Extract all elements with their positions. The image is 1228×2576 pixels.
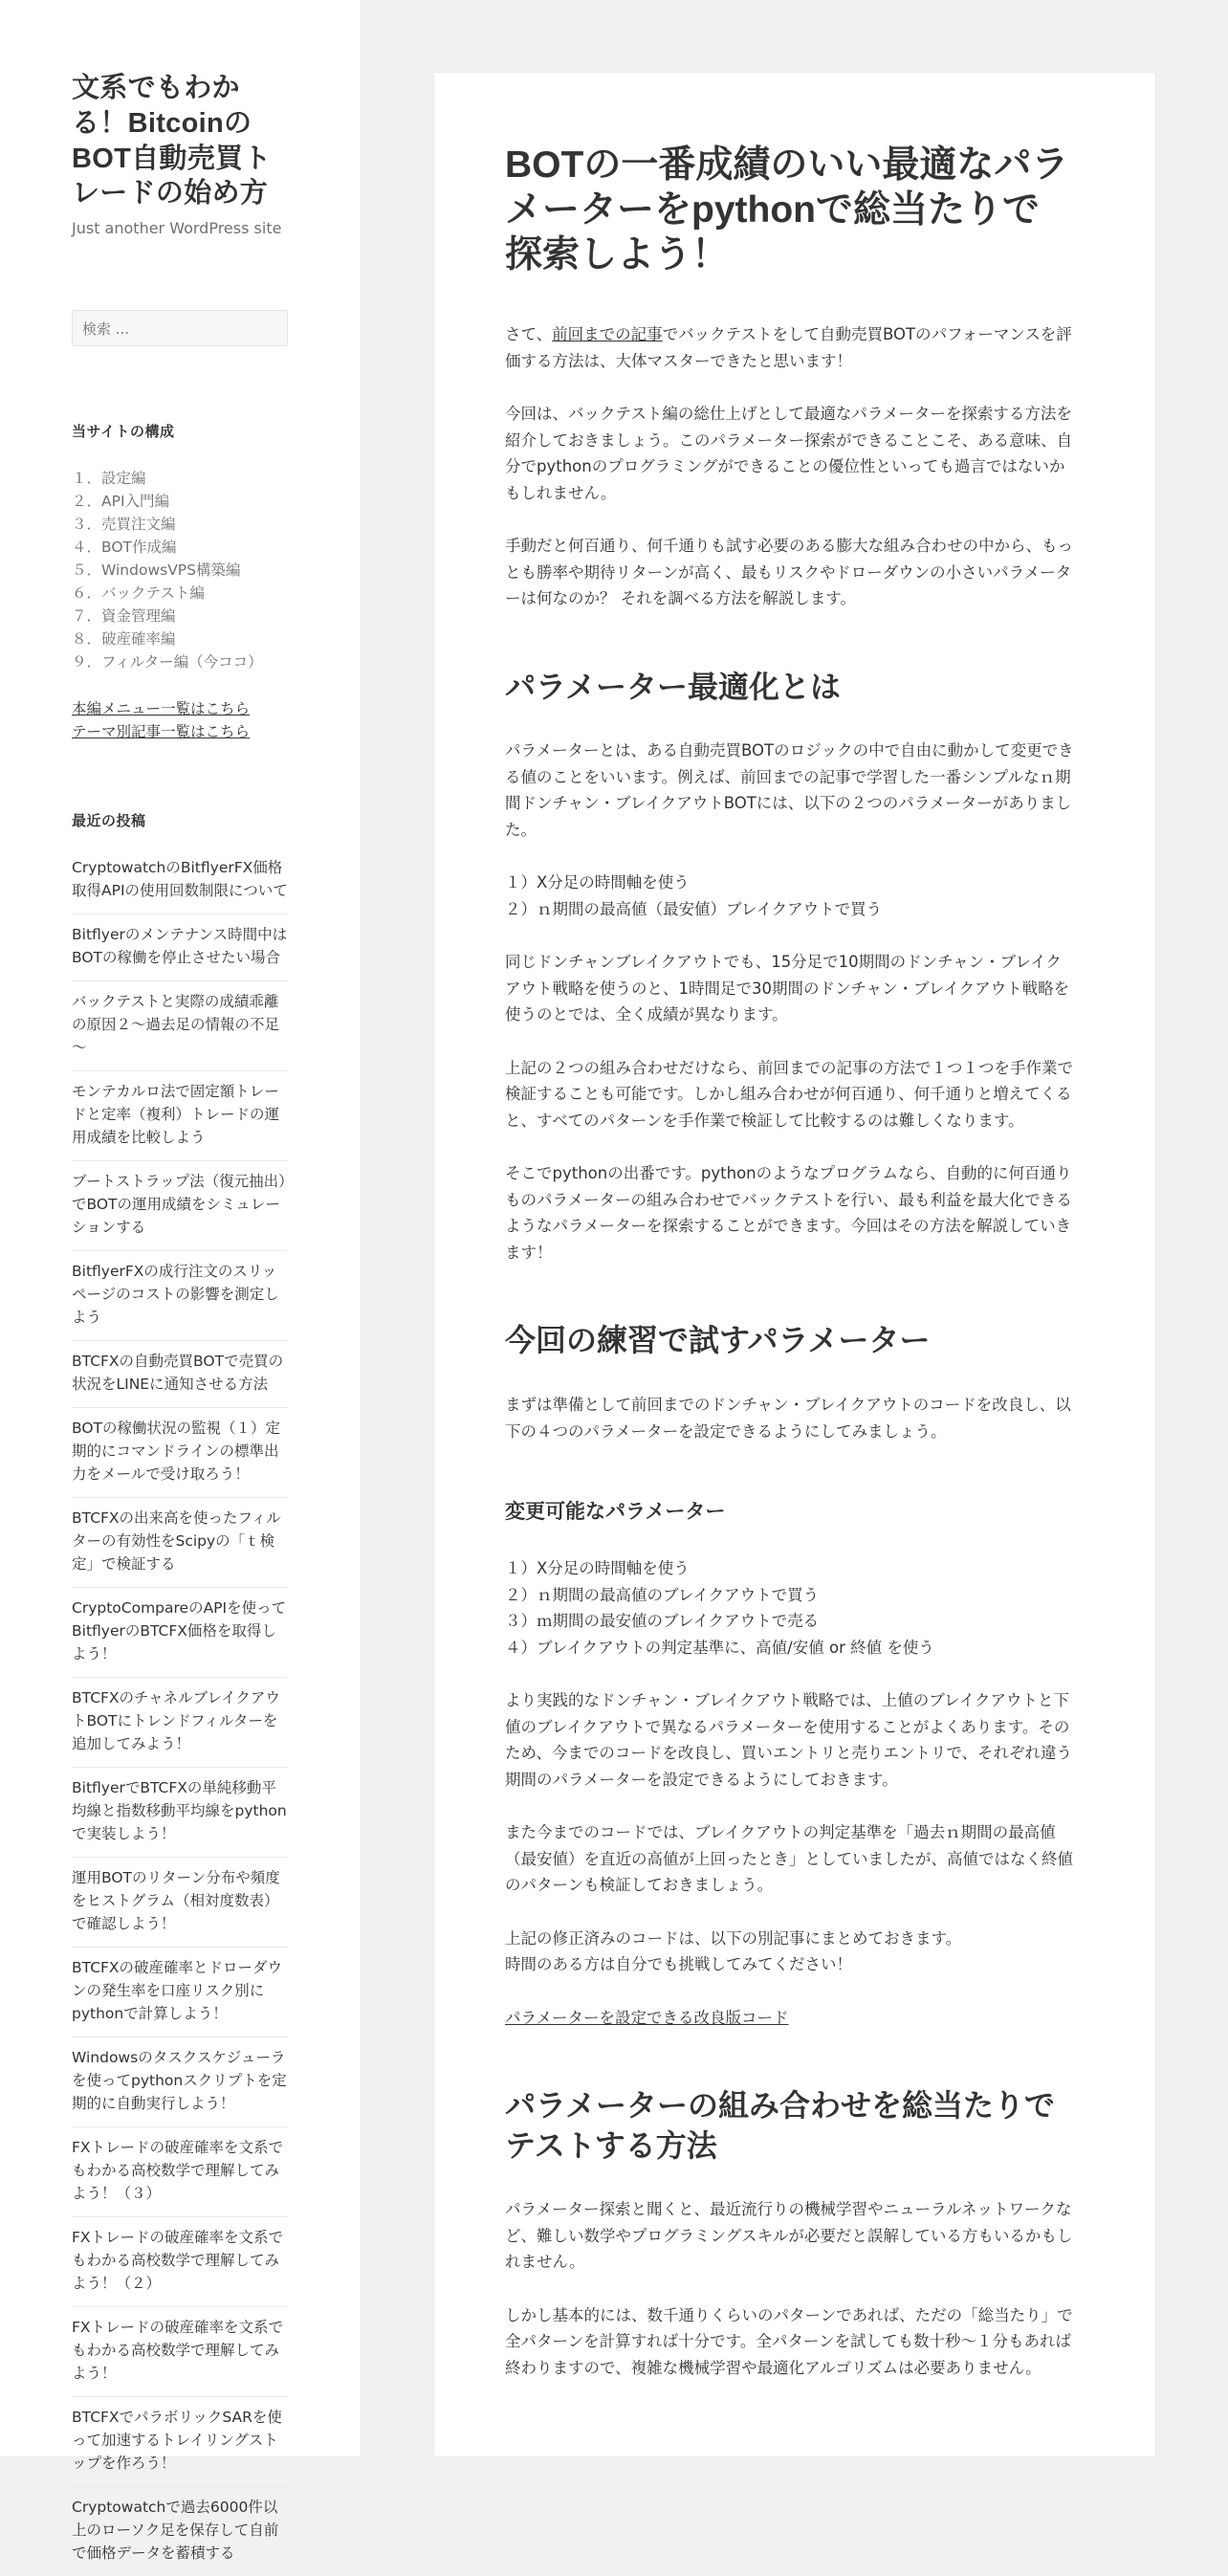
structure-item: ２．API入門編 bbox=[72, 493, 170, 511]
structure-item: ５．WindowsVPS構築編 bbox=[72, 561, 241, 580]
paragraph bbox=[505, 2005, 1076, 2032]
recent-post-link[interactable]: 運用BOTのリターン分布や頻度をヒストグラム（相対度数表）で確認しよう！ bbox=[72, 1857, 288, 1947]
recent-post-link[interactable]: Bitflyerのメンテナンス時間中はBOTの稼働を停止させたい場合 bbox=[72, 914, 288, 980]
search-input[interactable]: 検索 ... bbox=[72, 310, 288, 346]
recent-post-link[interactable]: FXトレードの破産確率を文系でもわかる高校数学で理解してみよう！（３） bbox=[72, 2126, 288, 2216]
site-title[interactable]: 文系でもわかる！BitcoinのBOT自動売買トレードの始め方 bbox=[72, 73, 272, 209]
recent-post-link[interactable]: モンテカルロ法で固定額トレードと定率（複利）トレードの運用成績を比較しよう bbox=[72, 1070, 288, 1160]
section-heading: パラメーター最適化とは bbox=[505, 669, 842, 704]
recent-post-link[interactable]: BTCFXの出来高を使ったフィルターの有効性をScipyの「ｔ検定」で検証する bbox=[72, 1497, 288, 1587]
recent-post-link[interactable]: ブートストラップ法（復元抽出）でBOTの運用成績をシミュレーションする bbox=[72, 1160, 288, 1250]
section-heading: パラメーターの組み合わせを総当たりでテストする方法 bbox=[505, 2088, 1056, 2163]
structure-item: １．設定編 bbox=[72, 470, 146, 488]
paragraph bbox=[505, 1926, 1076, 1978]
menu-links bbox=[72, 697, 289, 743]
recent-post-link[interactable]: BTCFXの破産確率とドローダウンの発生率を口座リスク別にpythonで計算しよう！ bbox=[72, 1947, 288, 2037]
list-line: １）X分足の時間軸を使う bbox=[505, 873, 690, 892]
paragraph: 今回は、バックテスト編の総仕上げとして最適なパラメーターを探索する方法を紹介しておきましょう。このパラメーター探索ができることこそ、ある意味、自分でpythonのプログラミングができることの優位性といっても過言ではないかもしれません。 bbox=[505, 405, 1073, 502]
parameter-list bbox=[505, 1555, 1076, 1661]
recent-post-link[interactable]: BTCFXの自動売買BOTで売買の状況をLINEに通知させる方法 bbox=[72, 1340, 288, 1407]
recent-post-link[interactable]: CryptoCompareのAPIを使ってBitflyerのBTCFX価格を取得しよう！ bbox=[72, 1587, 288, 1677]
list-line: ４）ブレイクアウトの判定基準に、高値/安値 or 終値 を使う bbox=[505, 1638, 934, 1657]
paragraph: 手動だと何百通り、何千通りも試す必要のある膨大な組み合わせの中から、もっとも勝率や期待リターンが高く、最もリスクやドローダウンの小さいパラメーターは何なのか？ それを調べる方法を解説します。 bbox=[505, 537, 1073, 608]
structure-item: ６．バックテスト編 bbox=[72, 584, 205, 603]
recent-post-link[interactable]: Windowsのタスクスケジューラを使ってpythonスクリプトを定期的に自動実行しよう！ bbox=[72, 2037, 288, 2126]
structure-item: ９．フィルター編（今ココ） bbox=[72, 653, 263, 672]
main-content bbox=[434, 73, 1155, 2456]
paragraph bbox=[505, 321, 1076, 374]
recent-posts-title: 最近の投稿 bbox=[72, 812, 146, 830]
recent-post-link[interactable]: BitflyerFXの成行注文のスリッページのコストの影響を測定しよう bbox=[72, 1250, 288, 1340]
main-menu-link[interactable]: 本編メニュー一覧はこちら bbox=[72, 700, 251, 718]
paragraph: 同じドンチャンブレイクアウトでも、15分足で10期間のドンチャン・ブレイクアウト戦略を使うのと、1時間足で30期間のドンチャン・ブレイクアウト戦略を使うのとでは、全く成績が異なります。 bbox=[505, 953, 1070, 1024]
previous-articles-link[interactable]: 前回までの記事 bbox=[552, 325, 663, 344]
recent-post-link[interactable]: FXトレードの破産確率を文系でもわかる高校数学で理解してみよう！ bbox=[72, 2306, 288, 2396]
structure-item: ３．売買注文編 bbox=[72, 516, 176, 534]
article bbox=[434, 73, 1155, 2381]
recent-post-link[interactable]: BOTの稼働状況の監視（１）定期的にコマンドラインの標準出力をメールで受け取ろう！ bbox=[72, 1407, 288, 1497]
list-line: １）X分足の時間軸を使う bbox=[505, 1559, 690, 1578]
recent-post-link[interactable]: バックテストと実際の成績乖離の原因２～過去足の情報の不足～ bbox=[72, 980, 288, 1070]
intro-text: でバックテストをして自動売買BOTのパフォーマンスを評価する方法は、大体マスターできたと思います！ bbox=[505, 325, 1072, 370]
paragraph: より実践的なドンチャン・ブレイクアウト戦略では、上値のブレイクアウトと下値のブレイクアウトで異なるパラメーターを使用することがよくあります。そのため、今までのコードを改良し、買いエントリと売りエントリで、それぞれ違う期間のパラメーターを設定できるようにしておきます。 bbox=[505, 1691, 1073, 1789]
recent-posts-list bbox=[72, 856, 288, 2576]
parameter-list bbox=[505, 870, 1076, 922]
paragraph: パラメーター探索と聞くと、最近流行りの機械学習やニューラルネットワークなど、難しい数学やプログラミングスキルが必要だと誤解している方もいるかもしれません。 bbox=[505, 2200, 1073, 2272]
paragraph: 上記の２つの組み合わせだけなら、前回までの記事の方法で１つ１つを手作業で検証することも可能です。しかし組み合わせが何百通り、何千通りと増えてくると、すべてのパターンを手作業で検証して比較するのは難しくなります。 bbox=[505, 1058, 1073, 1130]
paragraph: そこでpythonの出番です。pythonのようなプログラムなら、自動的に何百通りものパラメーターの組み合わせでバックテストを行い、最も利益を最大化できるようなパラメーターを探索することができます。今回はその方法を解説していきます！ bbox=[505, 1164, 1072, 1262]
paragraph: パラメーターとは、ある自動売買BOTのロジックの中で自由に動かして変更できる値のことをいいます。例えば、前回までの記事で学習した一番シンプルなｎ期間ドンチャン・ブレイクアウトBOTには、以下の２つのパラメーターがありました。 bbox=[505, 741, 1074, 839]
list-line: ２）ｎ期間の最高値のブレイクアウトで買う bbox=[505, 1585, 820, 1604]
list-line: ３）ｍ期間の最安値のブレイクアウトで売る bbox=[505, 1612, 820, 1631]
paragraph: しかし基本的には、数千通りくらいのパターンであれば、ただの「総当たり」で全パターンを計算すれば十分です。全パターンを試しても数十秒～１分もあれば終わりますので、複雑な機械学習や最適化アルゴリズムは必要ありません。 bbox=[505, 2305, 1073, 2377]
structure-item: ４．BOT作成編 bbox=[72, 539, 177, 557]
recent-post-link[interactable]: CryptowatchのBitflyerFX価格取得APIの使用回数制限について bbox=[72, 859, 288, 900]
recent-post-link[interactable]: BTCFXのチャネルブレイクアウトBOTにトレンドフィルターを追加してみよう！ bbox=[72, 1677, 288, 1767]
text-line: 時間のある方は自分でも挑戦してみてください！ bbox=[505, 1955, 852, 1974]
paragraph: まずは準備として前回までのドンチャン・ブレイクアウトのコードを改良し、以下の４つのパラメーターを設定できるようにしてみましょう。 bbox=[505, 1396, 1071, 1441]
theme-articles-link[interactable]: テーマ別記事一覧はこちら bbox=[72, 723, 251, 741]
recent-post-link[interactable]: Cryptowatchで過去6000件以上のローソク足を保存して自前で価格データを蓄積する bbox=[72, 2486, 288, 2576]
recent-post-link[interactable]: BTCFXでパラボリックSARを使って加速するトレイリングストップを作ろう！ bbox=[72, 2396, 288, 2486]
structure-item: ８．破産確率編 bbox=[72, 630, 176, 649]
recent-post-link[interactable]: BitflyerでBTCFXの単純移動平均線と指数移動平均線をpythonで実装しよう！ bbox=[72, 1767, 288, 1857]
text-line: 上記の修正済みのコードは、以下の別記事にまとめておきます。 bbox=[505, 1928, 962, 1948]
article-title: BOTの一番成績のいい最適なパラメーターをpythonで総当たりで探索しよう！ bbox=[505, 144, 1069, 275]
improved-code-link[interactable]: パラメーターを設定できる改良版コード bbox=[505, 2008, 789, 2027]
paragraph: また今までのコードでは、ブレイクアウトの判定基準を「過去ｎ期間の最高値（最安値）を直近の高値が上回ったとき」としていましたが、高値ではなく終値のパターンも検証しておきましょう。 bbox=[505, 1823, 1073, 1895]
section-heading: 今回の練習で試すパラメーター bbox=[505, 1323, 931, 1358]
sidebar bbox=[0, 0, 361, 2563]
recent-post-link[interactable]: FXトレードの破産確率を文系でもわかる高校数学で理解してみよう！（２） bbox=[72, 2216, 288, 2306]
subsection-heading: 変更可能なパラメーター bbox=[505, 1500, 726, 1524]
structure-list bbox=[72, 467, 289, 673]
structure-widget-title: 当サイトの構成 bbox=[72, 423, 175, 441]
site-description: Just another WordPress site bbox=[72, 219, 282, 238]
list-line: ２）ｎ期間の最高値（最安値）ブレイクアウトで買う bbox=[505, 899, 883, 918]
intro-text: さて、 bbox=[505, 325, 553, 344]
structure-item: ７．資金管理編 bbox=[72, 607, 176, 626]
